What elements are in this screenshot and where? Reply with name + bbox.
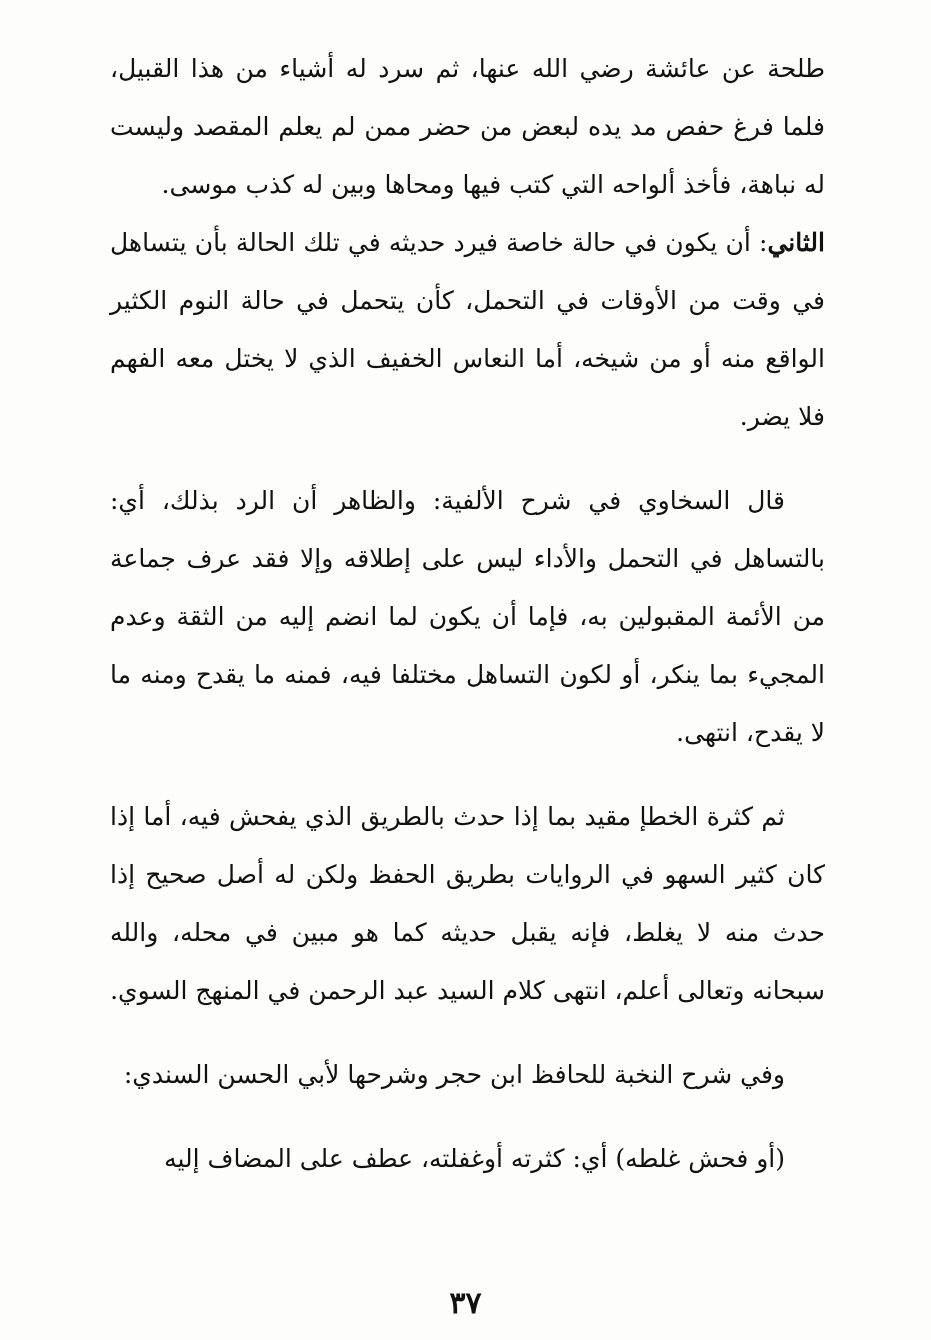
paragraph-3: قال السخاوي في شرح الألفية: والظاهر أن الرد بذلك، أي: بالتساهل في التحمل والأداء ليس على إطلاقه وإلا فقد عرف جماعة من الأئمة المقبولين به، فإما أن يكون لما انضم إليه من الثقة وعدم المجيء بما ينكر، أو لكون التساهل مختلفا فيه، فمنه ما يقدح ومنه ما لا يقدح، انتهى. bbox=[110, 486, 825, 747]
paragraph-6: (أو فحش غلطه) أي: كثرته أوغفلته، عطف على المضاف إليه bbox=[164, 1144, 785, 1173]
paragraph-4: ثم كثرة الخطإ مقيد بما إذا حدث بالطريق الذي يفحش فيه، أما إذا كان كثير السهو في الروايات بطريق الحفظ ولكن له أصل صحيح إذا حدث منه لا يغلط، فإنه يقبل حديثه كما هو مبين في محله، والله سبحانه وتعالى أعلم، انتهى كلام السيد عبد الرحمن في المنهج السوي. bbox=[110, 802, 825, 1005]
body-text bbox=[110, 40, 825, 1188]
page-number: ٣٧ bbox=[449, 1286, 482, 1321]
paragraph-1: طلحة عن عائشة رضي الله عنها، ثم سرد له أشياء من هذا القبيل، فلما فرغ حفص مد يده لبعض من حضر ممن لم يعلم المقصد وليست له نباهة، فأخذ ألواحه التي كتب فيها ومحاها وبين له كذب موسى. bbox=[110, 54, 825, 199]
paragraph-2-text: : أن يكون في حالة خاصة فيرد حديثه في تلك الحالة بأن يتساهل في وقت من الأوقات في التحمل، كأن يتحمل في حالة النوم الكثير الواقع منه أو من شيخه، أما النعاس الخفيف الذي لا يختل معه الفهم فلا يضر. bbox=[110, 228, 825, 431]
paragraph-2-lead: الثاني bbox=[767, 228, 825, 257]
paragraph-5: وفي شرح النخبة للحافظ ابن حجر وشرحها لأبي الحسن السندي: bbox=[123, 1060, 785, 1089]
paragraph-2 bbox=[110, 214, 825, 446]
